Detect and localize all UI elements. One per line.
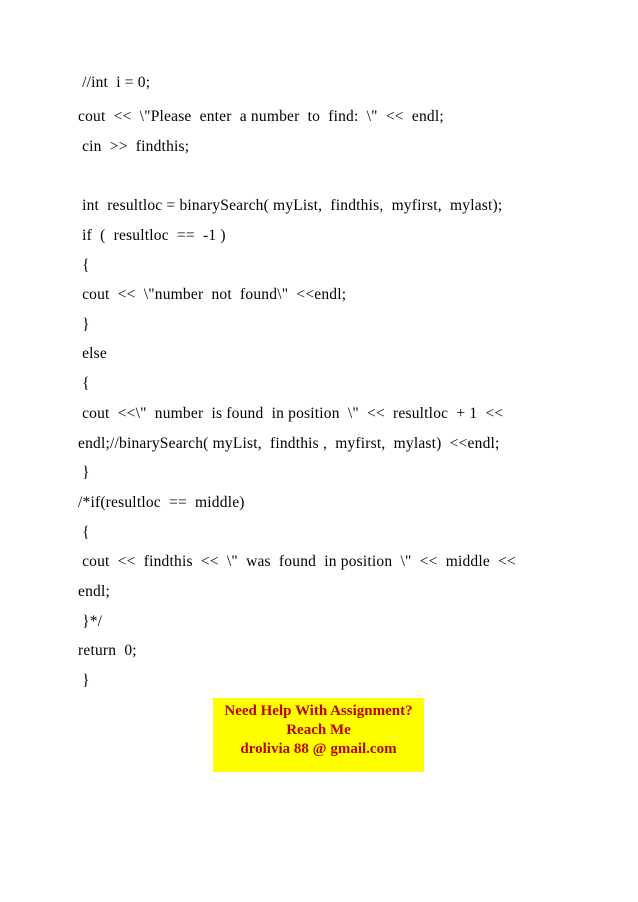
code-line: {	[78, 257, 90, 274]
code-line: cout << \"number not found\" <<endl;	[78, 286, 347, 303]
advert-headline: Need Help With Assignment?	[224, 703, 413, 719]
code-line: }	[78, 672, 90, 689]
code-line: //int i = 0;	[78, 74, 151, 91]
code-line: endl;	[78, 583, 110, 600]
code-line: return 0;	[78, 642, 137, 659]
advert-subline: Reach Me	[286, 722, 351, 738]
code-line: {	[78, 375, 90, 392]
code-line: }*/	[78, 613, 103, 630]
code-line: cin >> findthis;	[78, 138, 190, 155]
code-line: }	[78, 316, 90, 333]
code-line: {	[78, 524, 90, 541]
code-line: cout <<\" number is found in position \" << resultloc + 1 <<	[78, 405, 504, 422]
code-line: endl;//binarySearch( myList, findthis , myfirst, mylast) <<endl;	[78, 435, 500, 452]
code-line: }	[78, 464, 90, 481]
code-line: int resultloc = binarySearch( myList, findthis, myfirst, mylast);	[78, 197, 503, 214]
advert-email: drolivia 88 @ gmail.com	[240, 741, 397, 757]
code-line: else	[78, 345, 107, 362]
code-line: /*if(resultloc == middle)	[78, 494, 245, 511]
code-line: cout << \"Please enter a number to find: \" << endl;	[78, 108, 444, 125]
help-advert-box	[213, 698, 424, 772]
code-line: if ( resultloc == -1 )	[78, 227, 226, 244]
code-line: cout << findthis << \" was found in position \" << middle <<	[78, 553, 516, 570]
